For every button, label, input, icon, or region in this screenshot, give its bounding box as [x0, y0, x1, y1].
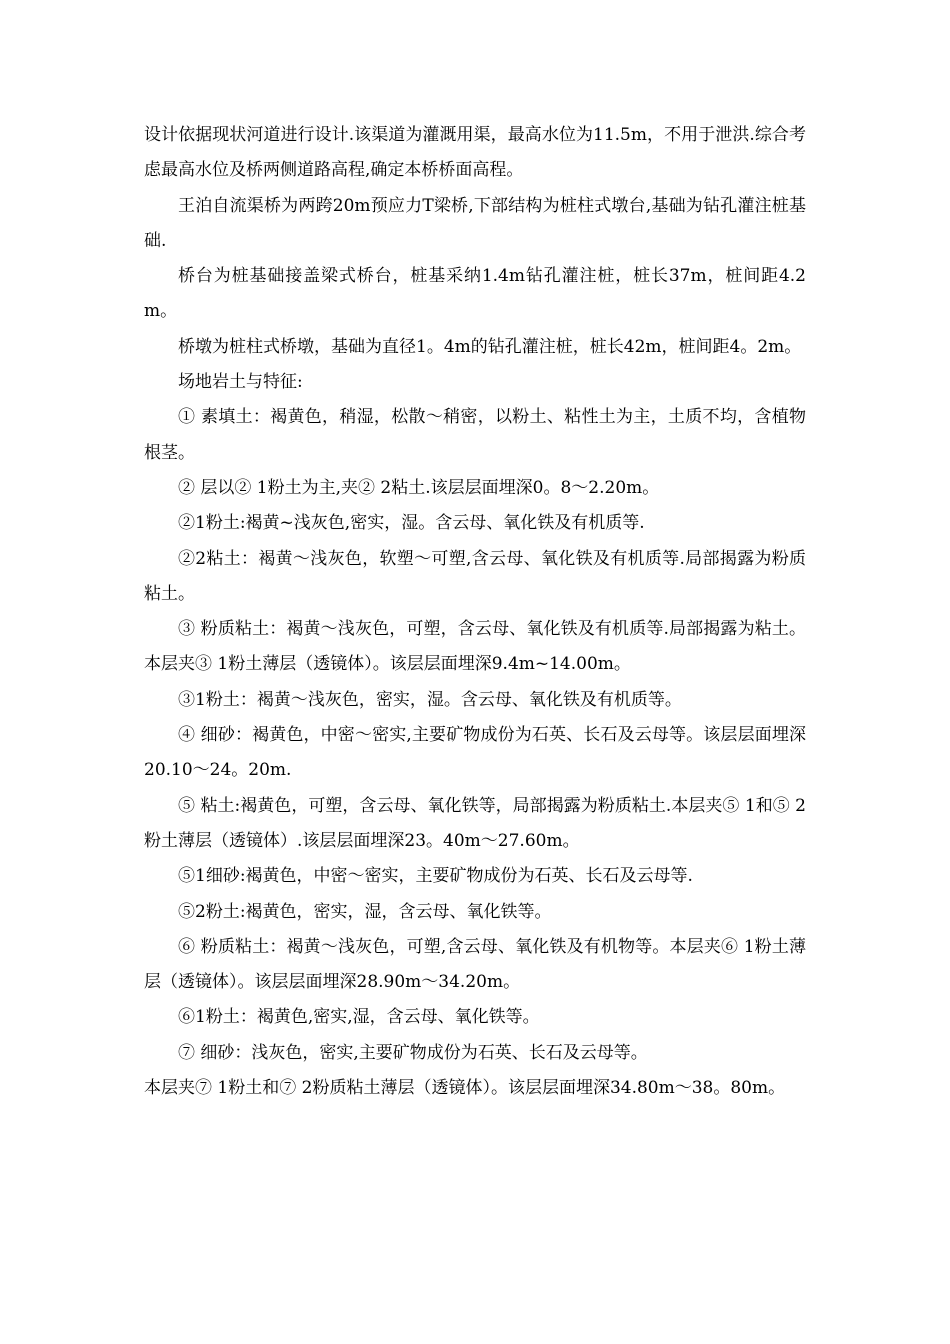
- paragraph-layer-5-2: ⑤2粉土:褐黄色，密实，湿，含云母、氧化铁等。: [178, 901, 552, 922]
- paragraph-layer-6: ⑥ 粉质粘土：褐黄～浅灰色，可塑,含云母、氧化铁及有机物等。本层夹⑥ 1粉土薄层（透镜体）。该层层面埋深28.90m～34.20m。: [144, 936, 806, 993]
- paragraph-layer-2: ② 层以② 1粉土为主,夹② 2粘土.该层层面埋深0。8～2.20m。: [178, 477, 660, 498]
- paragraph-layer-6-1: ⑥1粉土：褐黄色,密实,湿，含云母、氧化铁等。: [178, 1007, 540, 1028]
- paragraph-site-soil-heading: 场地岩土与特征:: [178, 372, 303, 393]
- paragraph-layer-7: ⑦ 细砂：浅灰色，密实,主要矿物成份为石英、长石及云母等。: [178, 1042, 648, 1063]
- paragraph-pier: 桥墩为桩柱式桥墩，基础为直径1。4m的钻孔灌注桩，桩长42m，桩间距4。2m。: [178, 336, 802, 357]
- paragraph-layer-5: ⑤ 粘土:褐黄色，可塑，含云母、氧化铁等，局部揭露为粉质粘土.本层夹⑤ 1和⑤ 2粉土薄层（透镜体）.该层层面埋深23。40m～27.60m。: [144, 795, 806, 851]
- paragraph-abutment: 桥台为桩基础接盖梁式桥台，桩基采纳1.4m钻孔灌注桩，桩长37m，桩间距4.2m。: [144, 266, 806, 322]
- paragraph-layer-3: ③ 粉质粘土：褐黄～浅灰色，可塑，含云母、氧化铁及有机质等.局部揭露为粘土。本层夹③ 1粉土薄层（透镜体）。该层层面埋深9.4m~14.00m。: [144, 619, 806, 675]
- paragraph-layer-1: ① 素填土：褐黄色，稍湿，松散～稍密，以粉土、粘性土为主，土质不均，含植物根茎。: [144, 407, 806, 463]
- paragraph-layer-4: ④ 细砂：褐黄色，中密～密实,主要矿物成份为石英、长石及云母等。该层层面埋深20.10～24。20m.: [144, 725, 806, 781]
- paragraph-bridge-overview: 王泊自流渠桥为两跨20m预应力T梁桥,下部结构为桩柱式墩台,基础为钻孔灌注桩基础.: [144, 195, 806, 251]
- paragraph-design-basis: 设计依据现状河道进行设计.该渠道为灌溉用渠，最高水位为11.5m，不用于泄洪.综合考虑最高水位及桥两侧道路高程,确定本桥桥面高程。: [144, 125, 806, 181]
- document-body: [144, 118, 806, 1106]
- paragraph-layer-2-2: ②2粘土：褐黄～浅灰色，软塑～可塑,含云母、氧化铁及有机质等.局部揭露为粉质粘土。: [144, 548, 806, 604]
- paragraph-layer-3-1: ③1粉土：褐黄～浅灰色，密实，湿。含云母、氧化铁及有机质等。: [178, 689, 682, 710]
- paragraph-layer-5-1: ⑤1细砂:褐黄色，中密～密实，主要矿物成份为石英、长石及云母等.: [178, 866, 693, 887]
- paragraph-layer-2-1: ②1粉土:褐黄~浅灰色,密实，湿。含云母、氧化铁及有机质等.: [178, 513, 645, 534]
- paragraph-layer-7-interlayer: 本层夹⑦ 1粉土和⑦ 2粉质粘土薄层（透镜体）。该层层面埋深34.80m～38。80m。: [144, 1078, 786, 1099]
